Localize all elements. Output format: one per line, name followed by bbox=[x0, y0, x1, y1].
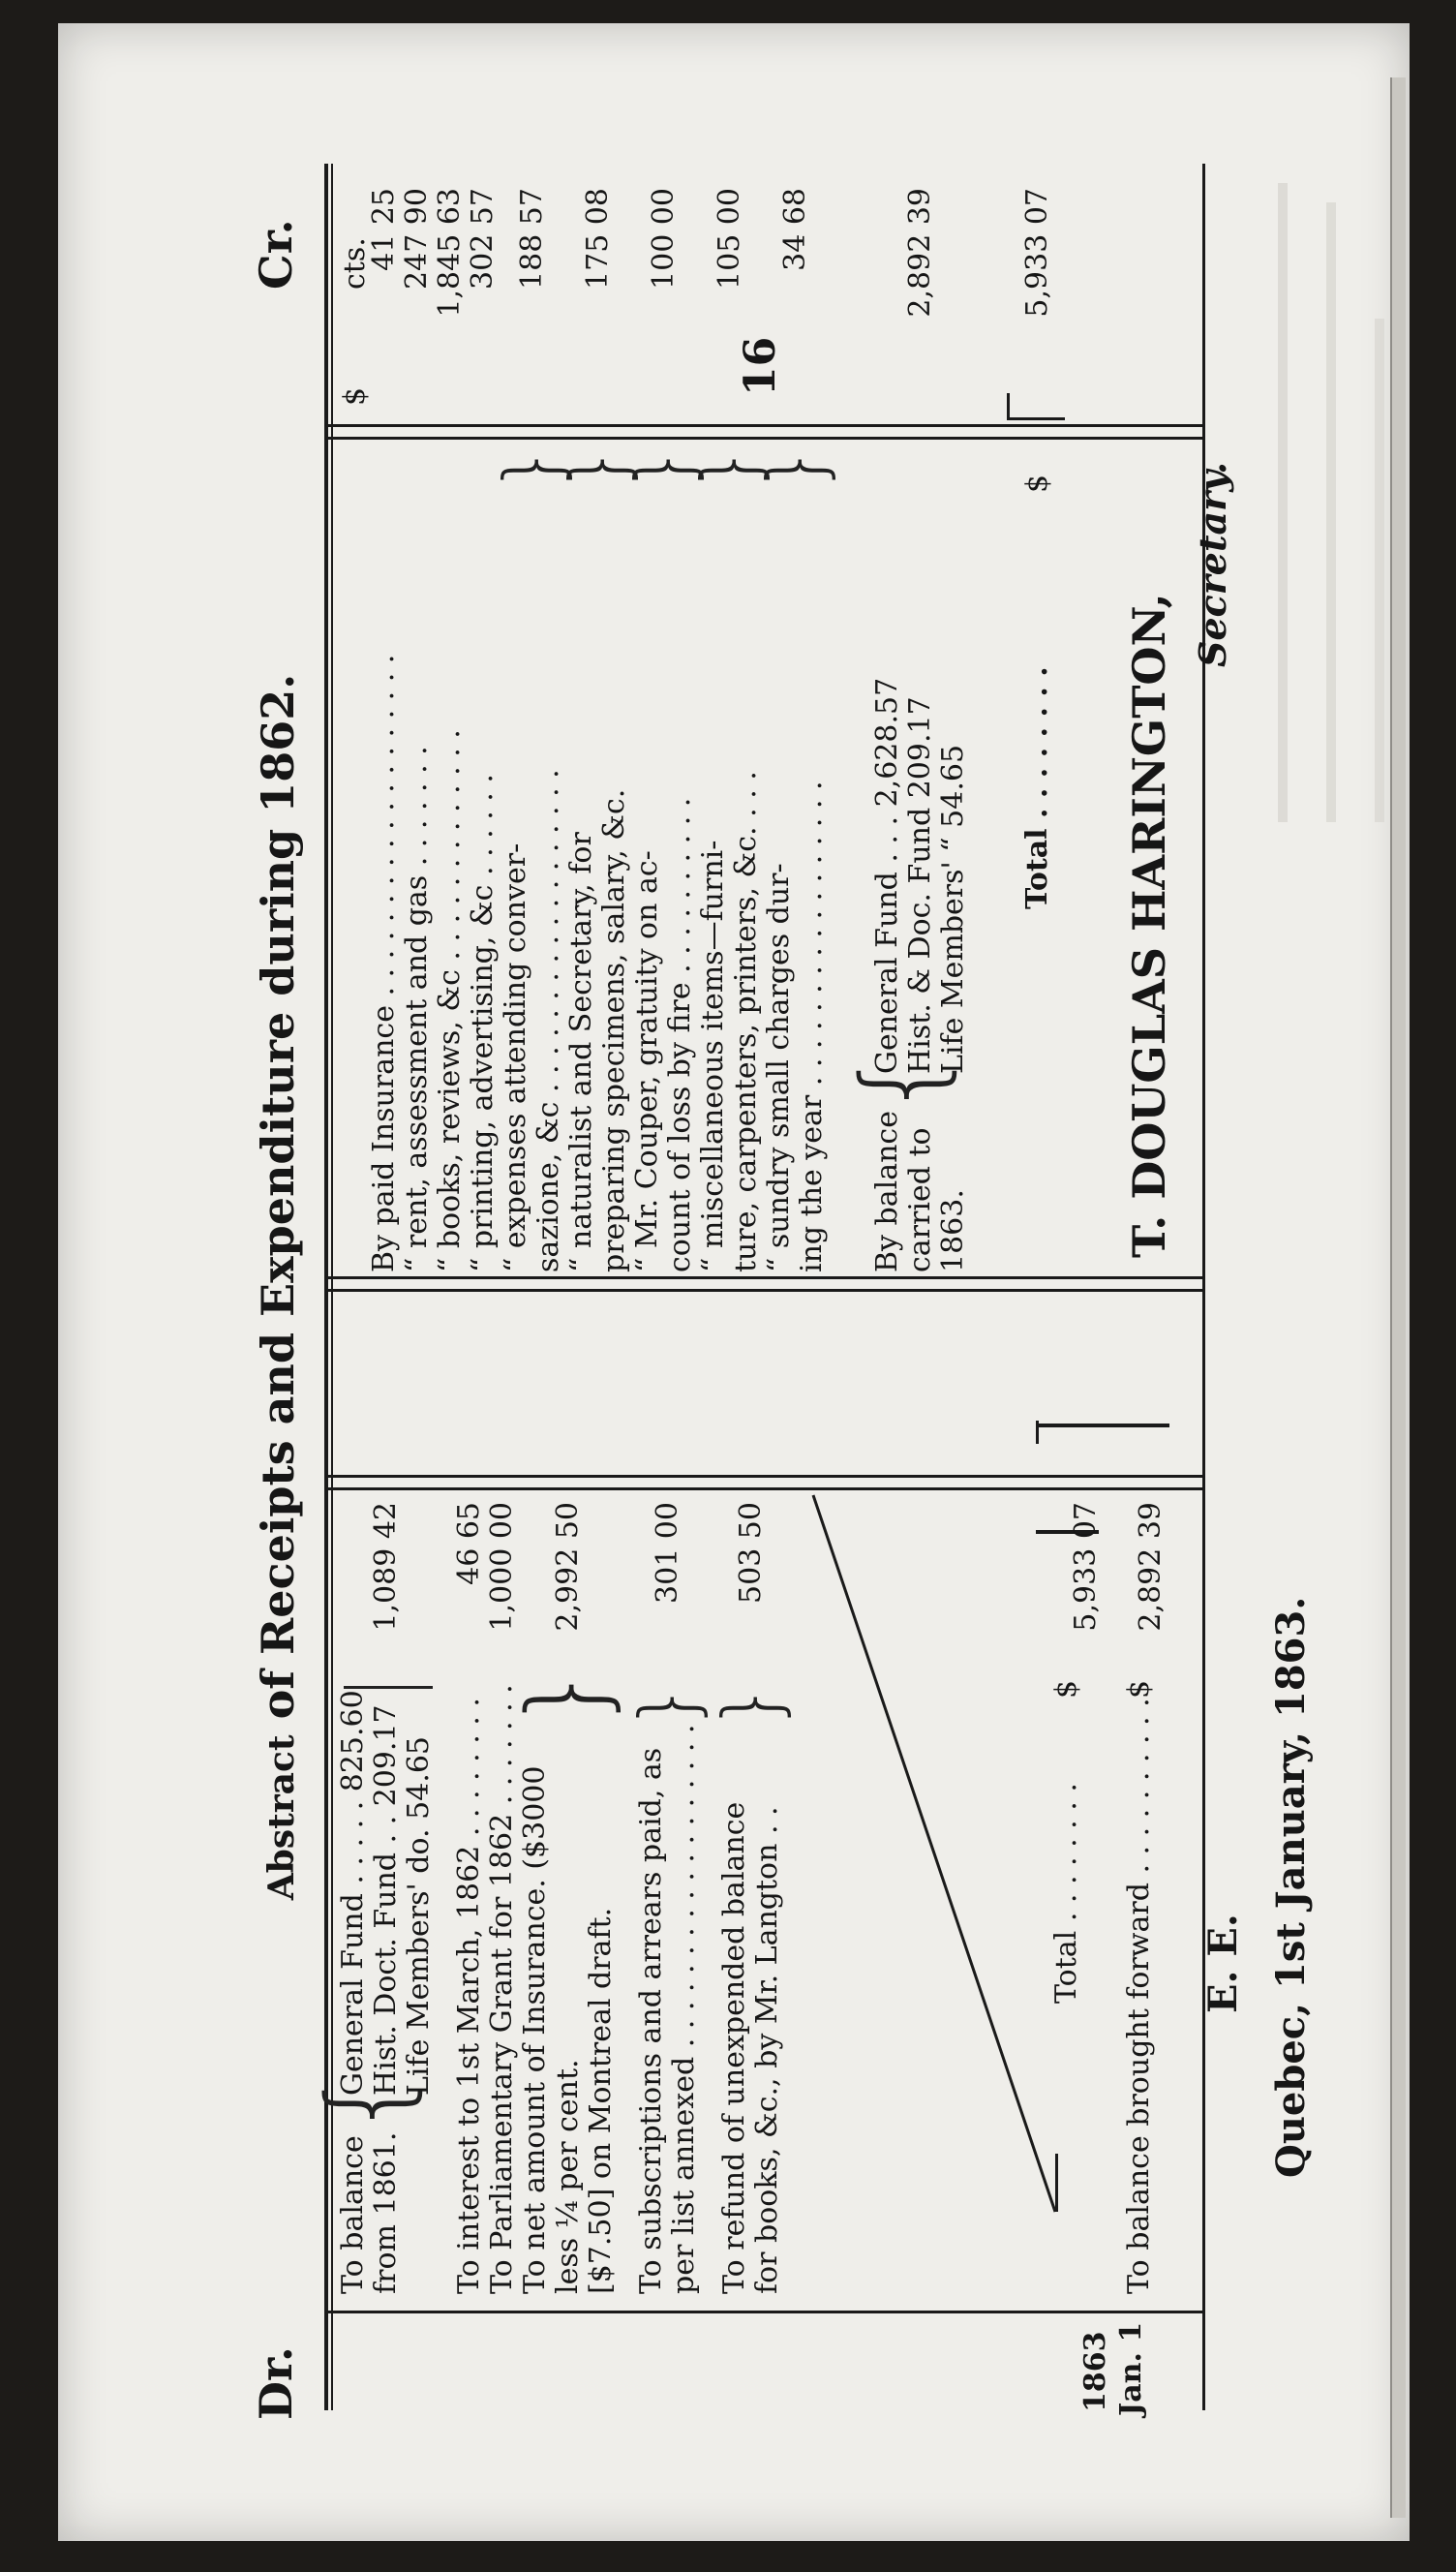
debit-total: 5,933 07 bbox=[1069, 1502, 1103, 1632]
credit-balance-brace: { bbox=[839, 1048, 965, 1118]
credit-item-5-line-1: preparing specimens, salary, &c. bbox=[597, 788, 631, 1272]
debit-entry-2-line-0: To net amount of Insurance. ($3000 bbox=[518, 1765, 552, 2294]
place-date: Quebec, 1st January, 1863. bbox=[1268, 1596, 1314, 2178]
insurance-brace: } bbox=[504, 1663, 628, 1730]
credit-label: Cr. bbox=[250, 219, 302, 290]
credit-header-cents: cts. bbox=[338, 237, 372, 290]
total-stub-rule bbox=[1055, 2154, 1058, 2212]
credit-item-2-amount: 1,845 63 bbox=[433, 188, 467, 318]
credit-item-5-amount: 175 08 bbox=[581, 188, 615, 290]
signature-name: T. DOUGLAS HARINGTON, bbox=[1123, 593, 1175, 1258]
page-edge bbox=[1390, 77, 1406, 2518]
debit-balance-label-2: from 1861. bbox=[369, 2131, 403, 2294]
credit-item-6-amount: 100 00 bbox=[647, 188, 681, 290]
credit-item-2-line-0: “ books, reviews, &c . . . . . . . . . . . . . bbox=[433, 729, 467, 1272]
debit-entry-2-amount: 2,992 50 bbox=[551, 1502, 585, 1632]
debit-entry-3-amount: 301 00 bbox=[651, 1502, 684, 1604]
credit-item-5-line-0: “ naturalist and Secretary, for bbox=[564, 832, 598, 1272]
debit-entry-2-line-1: less ¼ per cent. bbox=[551, 2059, 585, 2294]
debit-label: Dr. bbox=[250, 2346, 302, 2420]
title-rest: of Receipts and Expenditure during 1862. bbox=[252, 673, 304, 1735]
credit-item-8-amount: 34 68 bbox=[778, 188, 812, 271]
debit-date-day: Jan. 1 bbox=[1114, 2321, 1148, 2416]
credit-item-1-amount: 247 90 bbox=[400, 188, 434, 290]
debit-date-year: 1863 bbox=[1078, 2331, 1112, 2412]
credit-total: 5,933 07 bbox=[1020, 188, 1054, 318]
credit-item-3-line-0: “ printing, advertising, &c . . . . . . bbox=[466, 774, 500, 1272]
page-number: 16 bbox=[736, 336, 785, 396]
credit-balance-label-3: 1863. bbox=[936, 1189, 970, 1272]
debit-entry-2-line-2: [$7.50] on Montreal draft. bbox=[584, 1907, 618, 2294]
debit-entry-4-line-1: for books, &c., by Mr. Langton . . bbox=[750, 1806, 784, 2294]
initials: E. E. bbox=[1200, 1914, 1246, 2013]
debit-entry-4-amount: 503 50 bbox=[734, 1502, 768, 1604]
credit-total-rule bbox=[1007, 417, 1065, 420]
credit-total-sum-rule bbox=[1007, 393, 1010, 420]
credit-brace-6: } bbox=[620, 444, 710, 493]
debit-entry-1-amount: 1,000 00 bbox=[485, 1502, 519, 1632]
forward-vertical-rule bbox=[1036, 1424, 1169, 1427]
debit-balance-label-1: To balance bbox=[336, 2135, 370, 2294]
credit-total-label: Total . . . . . . . . bbox=[1020, 666, 1054, 909]
credit-header-currency: $ bbox=[338, 386, 372, 406]
credit-balance-amount: 2,892 39 bbox=[903, 188, 937, 318]
debit-entry-0-amount: 46 65 bbox=[452, 1502, 486, 1585]
credit-item-8-line-1: ing the year . . . . . . . . . . . . . . . . . bbox=[795, 781, 829, 1272]
scanned-page bbox=[58, 23, 1410, 2541]
debit-total-label: Total . . . . . . . . bbox=[1049, 1783, 1083, 2004]
signature-title: Secretary. bbox=[1191, 461, 1234, 667]
credit-item-0-line-0: By paid Insurance . . . . . . . . . . . . . . . . . . . bbox=[367, 654, 401, 1272]
debit-fund-0: General Fund . . . . . 825.60 bbox=[336, 1690, 370, 2096]
debit-fund-1: Hist. Doct. Fund . . 209.17 bbox=[369, 1704, 403, 2096]
debit-entry-0-line-0: To interest to 1st March, 1862 . . . . . . . . bbox=[452, 1698, 486, 2294]
credit-balance-label-2: carried to bbox=[903, 1127, 937, 1272]
credit-item-7-line-1: ture, carpenters, printers, &c. . . . bbox=[729, 771, 763, 1272]
credit-item-4-line-0: “ expenses attending conver- bbox=[499, 842, 532, 1272]
title-small-caps: Abstract bbox=[261, 1734, 302, 1901]
debit-forward-amount: 2,892 39 bbox=[1134, 1502, 1168, 1632]
credit-balance-fund-1: Hist. & Doc. Fund 209.17 bbox=[903, 696, 937, 1074]
credit-item-7-line-0: “ miscellaneous items—furni- bbox=[696, 840, 730, 1272]
debit-fund-total: 1,089 42 bbox=[369, 1502, 403, 1632]
credit-brace-4: } bbox=[488, 444, 578, 493]
debit-total-currency: $ bbox=[1049, 1679, 1083, 1699]
total-sum-rule bbox=[1036, 1421, 1039, 1444]
credit-item-4-amount: 188 57 bbox=[515, 188, 549, 290]
credit-balance-label-1: By balance bbox=[870, 1111, 904, 1272]
rotated-ledger bbox=[155, 154, 1394, 2420]
credit-item-8-line-0: “ sundry small charges dur- bbox=[762, 863, 796, 1272]
subscriptions-brace: } bbox=[623, 1681, 713, 1730]
credit-brace-8: } bbox=[751, 444, 841, 493]
debit-entry-3-line-1: per list annexed . . . . . . . . . . . . . . . . . . bbox=[667, 1724, 701, 2294]
debit-forward-label: To balance brought forward . . . . . . . . . . bbox=[1122, 1698, 1156, 2294]
credit-balance-fund-0: General Fund . . . 2,628.57 bbox=[870, 677, 904, 1074]
debit-entry-4-line-0: To refund of unexpended balance bbox=[717, 1801, 751, 2294]
debit-forward-currency: $ bbox=[1122, 1679, 1156, 1699]
credit-item-1-line-0: “ rent, assessment and gas . . . . . . . bbox=[400, 746, 434, 1272]
credit-brace-7: } bbox=[685, 444, 775, 493]
credit-brace-5: } bbox=[554, 444, 644, 493]
credit-item-3-amount: 302 57 bbox=[466, 188, 500, 290]
credit-total-currency: $ bbox=[1020, 474, 1054, 493]
credit-item-7-amount: 105 00 bbox=[713, 188, 746, 290]
credit-balance-fund-2: Life Members' “ 54.65 bbox=[936, 744, 970, 1074]
credit-item-6-line-1: count of loss by fire . . . . . . . . . . bbox=[663, 797, 697, 1272]
debit-entry-3-line-0: To subscriptions and arrears paid, as bbox=[634, 1747, 668, 2294]
credit-item-0-amount: 41 25 bbox=[367, 188, 401, 271]
debit-fund-2: Life Members' do. 54.65 bbox=[402, 1735, 436, 2096]
credit-item-6-line-0: “ Mr. Couper, gratuity on ac- bbox=[630, 850, 664, 1272]
debit-fund-brace: { bbox=[305, 2067, 431, 2137]
debit-entry-1-line-0: To Parliamentary Grant for 1862 . . . . . . . bbox=[485, 1684, 519, 2294]
credit-item-4-line-1: sazione, &c . . . . . . . . . . . . . . . . . . bbox=[531, 769, 565, 1272]
refund-brace: } bbox=[707, 1681, 797, 1730]
